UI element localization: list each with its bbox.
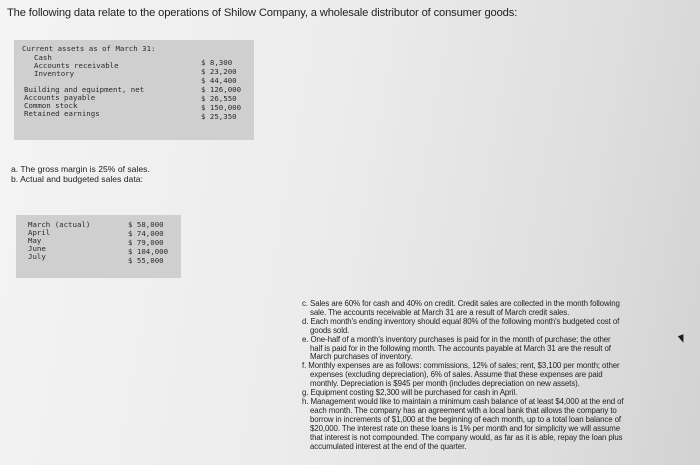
row-label: Building and equipment, net: [24, 85, 145, 94]
row-label: Inventory: [34, 69, 75, 78]
assumption-c: c. Sales are 60% for cash and 40% on credit. Credit sales are collected in the month following sale. The accounts receivable at March 31 are a result of March credit sales.: [302, 299, 620, 317]
assumption-d: d. Each month's ending inventory should equal 80% of the following month's budgeted cost of goods sold.: [302, 316, 620, 335]
month-sales: $ 58,000: [128, 220, 164, 229]
assumption-h: h. Management would like to maintain a minimum cash balance of at least $4,000 at the end of each month. The company has an agreement with a local bank that allows the company to borrow in increments of $1,000 at the beginning of each month, up to a total loan balance of $20,000. The interest rate on these loans is 1% per month and for simplicity we will assume that interest is not compounded. The company would, as far as it is able, repay the loan plus accumulated interest at the end of the quarter.: [302, 396, 624, 451]
assumption-f: f. Monthly expenses are as follows: commissions, 12% of sales; rent, $3,100 per month; other expenses (excluding depreciation), 6% of sales. Assume that these expenses are paid monthly. Depreciation is $945 per month (includes depreciation on new assets).: [302, 361, 620, 389]
row-value: $ 26,550: [201, 94, 237, 103]
row-value: $ 25,350: [201, 112, 237, 121]
assumption-g: g. Equipment costing $2,300 will be purchased for cash in April.: [302, 388, 518, 398]
row-value: $ 23,200: [201, 67, 237, 76]
month-label: April: [28, 228, 51, 237]
row-value: $ 44,400: [201, 76, 237, 85]
notes-ab: [11, 164, 150, 184]
month-sales: $ 55,000: [128, 256, 164, 265]
assumption-e: e. One-half of a month's inventory purchases is paid for in the month of purchase; the other half is paid for in the following month. The accounts payable at March 31 are the result of March purchases of inventory.: [302, 334, 611, 362]
row-value: $ 126,000: [201, 85, 242, 94]
row-value: $ 8,300: [201, 58, 233, 67]
row-label: Cash: [34, 53, 52, 62]
sales-data-table: [16, 215, 181, 278]
table-header: Current assets as of March 31:: [22, 44, 156, 53]
month-sales: $ 104,000: [128, 247, 169, 256]
problem-title: The following data relate to the operations of Shilow Company, a wholesale distributor of consumer goods:: [7, 7, 518, 19]
month-sales: $ 74,000: [128, 229, 164, 238]
row-label: Retained earnings: [24, 109, 100, 118]
row-label: Accounts payable: [24, 93, 96, 102]
month-sales: $ 79,000: [128, 238, 164, 247]
assumptions-list: [302, 300, 624, 451]
month-label: July: [28, 252, 46, 261]
month-label: March (actual): [28, 220, 91, 229]
row-label: Common stock: [24, 101, 78, 110]
row-value: $ 150,000: [201, 103, 242, 112]
current-assets-table: [14, 40, 254, 140]
month-label: June: [28, 244, 46, 253]
note-a: a. The gross margin is 25% of sales.: [11, 164, 150, 174]
pointer-cursor-icon: [678, 334, 686, 344]
note-b: b. Actual and budgeted sales data:: [11, 174, 143, 185]
row-label: Accounts receivable: [34, 61, 119, 70]
month-label: May: [28, 236, 42, 245]
